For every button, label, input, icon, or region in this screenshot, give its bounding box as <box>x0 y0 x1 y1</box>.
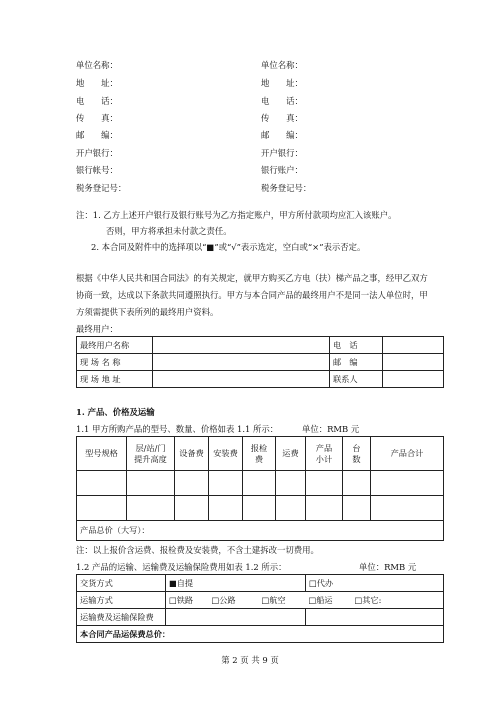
col-model: 型号规格 <box>77 437 127 471</box>
phone-label: 电 话 <box>330 337 383 354</box>
section-1-title: 1. 产品、价格及运输 <box>76 407 155 417</box>
table-row <box>77 496 444 521</box>
left-phone-label: 电 话： <box>76 96 118 106</box>
option-rail[interactable]: □铁路 <box>166 592 209 609</box>
freight-insurance-value-1[interactable] <box>166 609 306 626</box>
left-postcode-label: 邮 编： <box>76 130 118 140</box>
col-inspection-line1: 报检 <box>250 443 268 454</box>
col-inspection-line2: 费 <box>254 453 264 464</box>
intro-line-2: 协商一致，达成以下条款共同遵照执行。甲方与本合同产品的最终用户不是同一法人单位时，甲 <box>76 290 428 300</box>
cell[interactable] <box>175 471 209 496</box>
site-name-label: 现 场 名 称 <box>77 354 153 371</box>
cell[interactable] <box>243 471 276 496</box>
option-road[interactable]: □公路 <box>209 592 259 609</box>
col-install-fee: 安装费 <box>209 437 243 471</box>
transport-mode-label: 运输方式 <box>77 592 166 609</box>
left-company-label: 单位名称： <box>76 60 118 70</box>
right-account-label: 银行账户： <box>261 165 303 175</box>
col-equipment: 设备费 <box>175 437 209 471</box>
contact-value[interactable] <box>383 371 444 388</box>
col-subtotal-line1: 产品 <box>315 443 333 454</box>
col-quantity-line1: 台 <box>352 443 361 454</box>
col-inspection <box>243 437 276 471</box>
left-bank-label: 开户银行： <box>76 148 118 158</box>
col-freight: 运费 <box>276 437 306 471</box>
note-2: 2. 本合同及附件中的选择项以“■”或“√”表示选定，空白或“×”表示否定。 <box>91 242 366 252</box>
cell[interactable] <box>243 496 276 521</box>
freight-insurance-value-2[interactable] <box>306 609 444 626</box>
postcode-value[interactable] <box>383 354 444 371</box>
site-address-label: 现 场 地 址 <box>77 371 153 388</box>
left-tax-label: 税务登记号： <box>76 183 127 193</box>
right-company-label: 单位名称： <box>261 60 303 70</box>
right-address-label: 地 址： <box>261 78 303 88</box>
right-postcode-label: 邮 编： <box>261 130 303 140</box>
cell[interactable] <box>306 496 343 521</box>
phone-value[interactable] <box>383 337 444 354</box>
left-account-label: 银行帐号： <box>76 165 118 175</box>
section-1-2-unit: 单位：RMB 元 <box>359 562 417 572</box>
left-address-label: 地 址： <box>76 78 118 88</box>
col-subtotal <box>306 437 343 471</box>
contact-label: 联系人 <box>330 371 383 388</box>
cell[interactable] <box>127 471 175 496</box>
intro-line-3: 方须需提供下表所列的最终用户资料。 <box>76 307 219 317</box>
section-1-2-text: 1.2 产品的运输、运输费及运输保险费用如表 1.2 所示： <box>76 562 287 572</box>
price-note: 注：以上报价含运费、报检费及安装费，不含土建拆改一切费用。 <box>76 545 319 555</box>
cell[interactable] <box>209 471 243 496</box>
transport-table <box>76 574 444 643</box>
right-tax-label: 税务登记号： <box>261 183 312 193</box>
note-1b: 否则，甲方将承担未付款之责任。 <box>106 226 232 236</box>
postcode-label: 邮 编 <box>330 354 383 371</box>
product-total-capital[interactable]: 产品总价（大写）： <box>77 521 444 541</box>
cell[interactable] <box>77 471 127 496</box>
option-ship[interactable]: □船运 <box>306 592 352 609</box>
end-user-name-label: 最终用户名称 <box>77 337 153 354</box>
cell[interactable] <box>371 496 444 521</box>
cell[interactable] <box>127 496 175 521</box>
left-fax-label: 传 真： <box>76 113 118 123</box>
site-address-value[interactable] <box>153 371 330 388</box>
col-floor <box>127 437 175 471</box>
right-phone-label: 电 话： <box>261 96 303 106</box>
section-1-1-text: 1.1 甲方所购产品的型号、数量、价格如表 1.1 所示： <box>76 424 279 434</box>
site-name-value[interactable] <box>153 354 330 371</box>
cell[interactable] <box>209 496 243 521</box>
cell[interactable] <box>276 496 306 521</box>
price-table <box>76 436 444 541</box>
page-footer: 第 2 页 共 9 页 <box>221 655 279 665</box>
option-self-pickup[interactable]: ■自提 <box>166 575 306 592</box>
col-product-total: 产品合计 <box>371 437 444 471</box>
option-other[interactable]: □其它: <box>352 592 444 609</box>
col-floor-line1: 层/站/门 <box>135 443 166 454</box>
delivery-method-label: 交货方式 <box>77 575 166 592</box>
table-row <box>77 471 444 496</box>
right-fax-label: 传 真： <box>261 113 303 123</box>
col-floor-line2: 提升高度 <box>134 453 167 464</box>
end-user-table <box>76 336 444 388</box>
intro-line-1: 根据《中华人民共和国合同法》的有关规定，就甲方购买乙方电（扶）梯产品之事，经甲乙双方 <box>76 273 428 283</box>
cell[interactable] <box>175 496 209 521</box>
col-subtotal-line2: 小计 <box>315 453 333 464</box>
note-1a: 注：1. 乙方上述开户银行及银行账号为乙方指定账户，甲方所付款项均应汇入该账户。 <box>76 210 397 220</box>
cell[interactable] <box>306 471 343 496</box>
col-quantity <box>343 437 371 471</box>
freight-total-label[interactable]: 本合同产品运保费总价： <box>77 626 444 643</box>
option-agent[interactable]: □代办 <box>306 575 444 592</box>
cell[interactable] <box>276 471 306 496</box>
end-user-name-value[interactable] <box>153 337 330 354</box>
freight-insurance-label: 运输费及运输保险费 <box>77 609 166 626</box>
cell[interactable] <box>371 471 444 496</box>
end-user-label: 最终用户： <box>76 324 118 334</box>
right-bank-label: 开户银行： <box>261 148 303 158</box>
option-air[interactable]: □航空 <box>259 592 306 609</box>
cell[interactable] <box>343 471 371 496</box>
section-1-1-unit: 单位：RMB 元 <box>302 424 360 434</box>
cell[interactable] <box>343 496 371 521</box>
col-quantity-line2: 数 <box>352 453 361 464</box>
cell[interactable] <box>77 496 127 521</box>
